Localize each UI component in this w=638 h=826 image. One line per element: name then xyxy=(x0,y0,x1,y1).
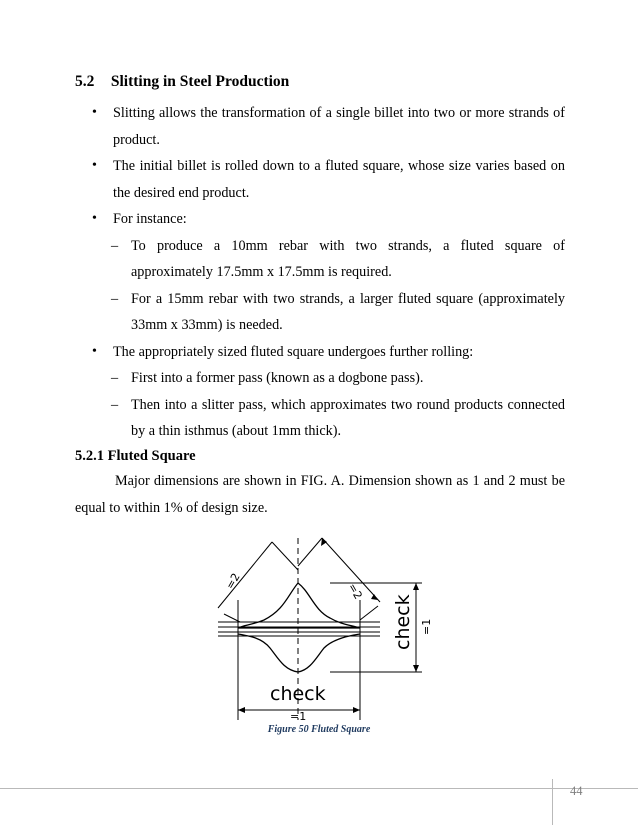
list-item: • The appropriately sized fluted square undergoes further rolling: xyxy=(75,339,565,366)
page-number: 44 xyxy=(570,784,583,798)
sub-list-item: – Then into a slitter pass, which approximates two round products connected by a thin isthmus (about 1mm thick). xyxy=(75,392,565,445)
dim-2-label-left: =2 xyxy=(223,570,243,592)
sub-list-item: – First into a former pass (known as a dogbone pass). xyxy=(75,365,565,392)
section-number: 5.2 xyxy=(75,73,95,90)
check-label-bottom: check xyxy=(270,683,326,705)
fluted-square-figure xyxy=(210,530,440,725)
fluted-square-profile xyxy=(238,583,360,628)
bullet-list xyxy=(75,100,565,445)
sub-list-item: – To produce a 10mm rebar with two strands, a fluted square of approximately 17.5mm x 17.5mm is required. xyxy=(75,233,565,286)
fluted-square-diagram xyxy=(210,530,440,725)
body-paragraph: Major dimensions are shown in FIG. A. Dimension shown as 1 and 2 must be equal to within 1% of design size. xyxy=(75,473,565,516)
section-heading xyxy=(75,73,289,91)
section-title: Slitting in Steel Production xyxy=(110,73,290,90)
fluted-square-profile-lower xyxy=(238,634,360,672)
dim-2-label-right: =2 xyxy=(345,581,365,602)
sub-list-item: – For a 15mm rebar with two strands, a larger fluted square (approximately 33mm x 33mm) is needed. xyxy=(75,286,565,339)
list-item: • For instance: xyxy=(75,206,565,233)
figure-caption: Figure 50 Fluted Square xyxy=(267,724,371,735)
dim-1-label-right: =1 xyxy=(420,618,433,635)
list-item: • Slitting allows the transformation of a single billet into two or more strands of product. xyxy=(75,100,565,153)
footer-rule xyxy=(0,788,638,789)
dim-1-label-bottom: =1 xyxy=(290,710,307,723)
subsection-heading: 5.2.1 Fluted Square xyxy=(75,448,196,464)
list-item: • The initial billet is rolled down to a fluted square, whose size varies based on the desired end product. xyxy=(75,153,565,206)
check-label-right: check xyxy=(392,594,414,650)
